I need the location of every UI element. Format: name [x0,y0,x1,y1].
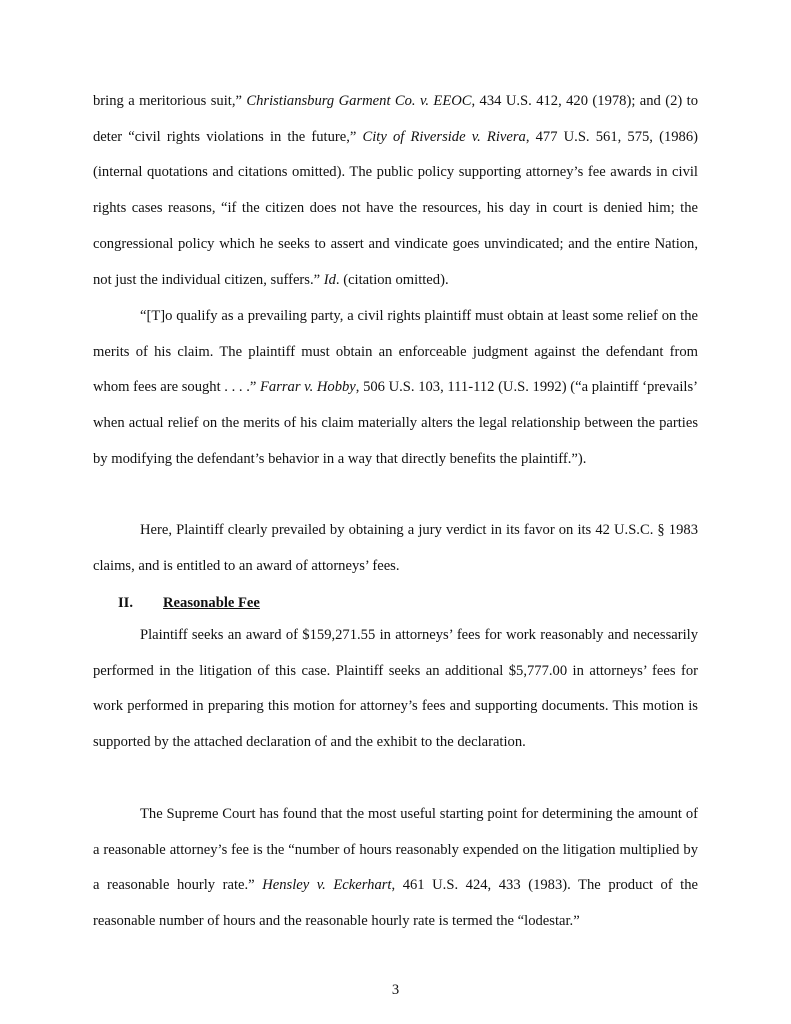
paragraph-plaintiff-prevailed [93,513,698,584]
text-span: , 477 U.S. 561, 575, (1986) (internal quotations and citations omitted). The public policy supporting attorney’s fee awards in civil rights cases reasons, “if the citizen does not have the resources, his day in court is denied him; the congressional policy which he seeks to assert and vindicate goes unvindicated; and the entire Nation, not just the individual citizen, suffers.” [93,128,698,288]
paragraph-fee-request [93,618,698,761]
section-title: Reasonable Fee [163,595,260,611]
paragraph-fee-policy [93,84,698,298]
text-span: Plaintiff seeks an award of $159,271.55 in attorneys’ fees for work reasonably and necessarily performed in the litigation of this case. Plaintiff seeks an additional $5,777.00 in attorneys’ fees for work performed in preparing this motion for attorney’s fees and supporting documents. This motion is supported by the attached declaration of and the exhibit to the declaration. [93,627,698,751]
text-span: , 506 U.S. 103, 111-112 (U.S. 1992) (“a plaintiff ‘prevails’ when actual relief on the merits of his claim materially alters the legal relationship between the parties by modifying the defendant’s behavior in a way that directly benefits the plaintiff.”). [93,379,698,467]
paragraph-lodestar [93,797,698,940]
text-span: “[T]o qualify as a prevailing party, a civil rights plaintiff must obtain at least some relief on the merits of his claim. The plaintiff must obtain an enforceable judgment against the defendant from whom fees are sought . . . .” [93,308,698,396]
section-number: II. [118,595,134,611]
text-span: The Supreme Court has found that the most useful starting point for determining the amount of a reasonable attorney’s fee is the “number of hours reasonably expended on the litigation multiplied by a reasonable hourly rate.” [93,806,698,894]
case-citation: City of Riverside v. Rivera [362,128,526,145]
case-citation: Hensley v. Eckerhart [262,877,392,894]
text-span: , 434 U.S. 412, 420 (1978); and (2) to deter “civil rights violations in the future,” [93,93,699,145]
paragraph-prevailing-party [93,299,698,478]
text-span: , 461 U.S. 424, 433 (1983). The product of the reasonable number of hours and the reasonable hourly rate is termed the “lodestar.” [93,877,698,930]
case-citation: Farrar v. Hobby [259,379,356,396]
text-span: bring a meritorious suit,” [93,93,247,109]
text-span: . (citation omitted). [335,271,449,288]
case-citation: Id [323,271,336,288]
page-number: 3 [391,982,400,998]
text-span: Here, Plaintiff clearly prevailed by obtaining a jury verdict in its favor on its 42 U.S.C. § 1983 claims, and is entitled to an award of attorneys’ fees. [93,522,698,574]
case-citation: Christiansburg Garment Co. v. EEOC [246,93,472,109]
section-heading [118,589,260,617]
